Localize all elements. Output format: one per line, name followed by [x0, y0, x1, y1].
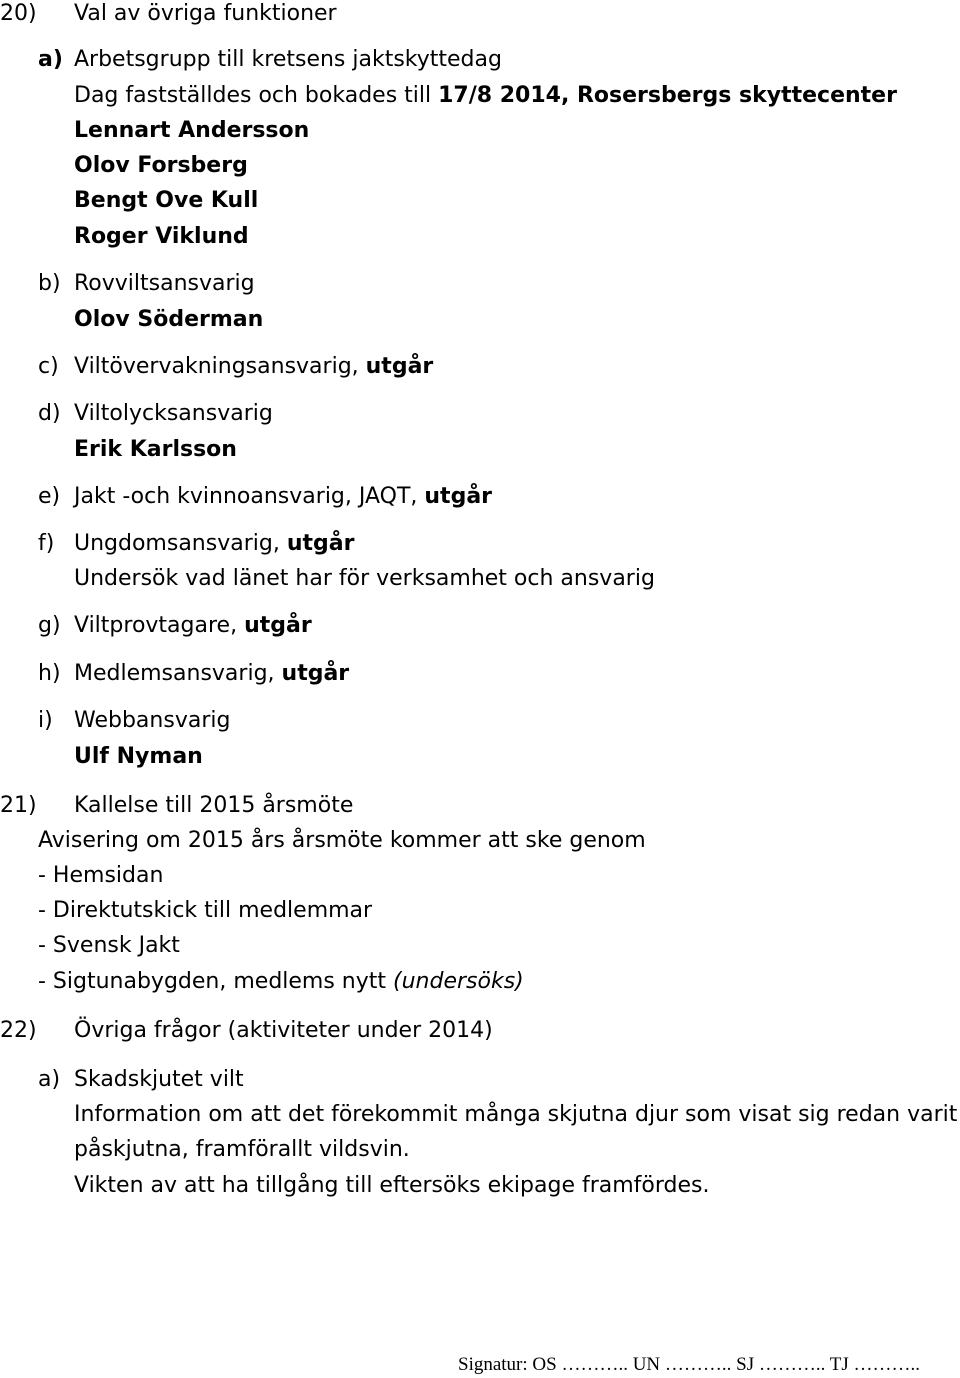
item-c-status: utgår [365, 354, 434, 379]
item-h-status: utgår [281, 661, 350, 686]
section-22-number: 22) [0, 1018, 37, 1043]
item-a-label: a) [38, 47, 63, 72]
item-b-text: Rovviltsansvarig [74, 271, 255, 296]
item-i-name: Ulf Nyman [74, 744, 203, 769]
item-d-name: Erik Karlsson [74, 437, 237, 462]
item-a-name: Bengt Ove Kull [74, 188, 259, 213]
item-f-label: f) [38, 531, 55, 556]
item-a-text: Arbetsgrupp till kretsens jaktskyttedag [74, 47, 502, 72]
item-i-text: Webbansvarig [74, 708, 231, 733]
section-22-item-a-label: a) [38, 1067, 61, 1092]
item-b-name: Olov Söderman [74, 307, 264, 332]
section-21-number: 21) [0, 793, 37, 818]
item-a-name: Olov Forsberg [74, 153, 248, 178]
section-22-item-a-line: påskjutna, framförallt vildsvin. [74, 1137, 410, 1162]
section-21-list-item [38, 969, 524, 995]
section-21-title: Kallelse till 2015 årsmöte [74, 793, 354, 818]
section-20-number: 20) [0, 1, 37, 26]
item-g-text: Viltprovtagare, [74, 613, 245, 638]
section-21-list-item: - Svensk Jakt [38, 933, 180, 958]
section-20-title: Val av övriga funktioner [74, 1, 337, 26]
signature-line: Signatur: OS ……….. UN ……….. SJ ……….. TJ ……….. [458, 1354, 921, 1375]
item-e-text: Jakt -och kvinnoansvarig, JAQT, [74, 484, 425, 509]
section-22-item-a-line: Vikten av att ha tillgång till eftersöks ekipage framfördes. [74, 1173, 710, 1198]
section-22-title: Övriga frågor (aktiviteter under 2014) [74, 1018, 493, 1043]
item-a-date-prefix: Dag fastställdes och bokades till [74, 83, 439, 108]
item-a-name: Roger Viklund [74, 224, 249, 249]
section-21-list-item: - Hemsidan [38, 863, 164, 888]
item-g-status: utgår [244, 613, 312, 638]
item-e-label: e) [38, 484, 61, 509]
item-c-text: Viltövervakningsansvarig, [74, 354, 366, 379]
item-c-line [74, 354, 433, 380]
item-i-label: i) [38, 708, 53, 733]
section-21-last-item-note: (undersöks) [393, 969, 524, 994]
item-f-status: utgår [286, 531, 355, 556]
item-a-date-line [74, 83, 897, 109]
item-a-date-bold: 17/8 2014, Rosersbergs skyttecenter [438, 83, 897, 108]
item-g-label: g) [38, 613, 61, 638]
item-a-name: Lennart Andersson [74, 118, 310, 143]
item-b-label: b) [38, 271, 61, 296]
item-f-note: Undersök vad länet har för verksamhet och ansvarig [74, 566, 655, 591]
item-e-line [74, 484, 492, 510]
section-21-list-item: - Direktutskick till medlemmar [38, 898, 373, 923]
section-21-last-item-text: - Sigtunabygden, medlems nytt [38, 969, 394, 994]
item-e-status: utgår [424, 484, 493, 509]
item-g-line [74, 613, 312, 639]
item-d-text: Viltolycksansvarig [74, 401, 273, 426]
section-21-intro: Avisering om 2015 års årsmöte kommer att ske genom [38, 828, 646, 853]
item-h-label: h) [38, 661, 61, 686]
section-22-item-a-title: Skadskjutet vilt [74, 1067, 244, 1092]
item-f-text: Ungdomsansvarig, [74, 531, 287, 556]
item-h-text: Medlemsansvarig, [74, 661, 282, 686]
item-h-line [74, 661, 349, 687]
item-c-label: c) [38, 354, 59, 379]
item-d-label: d) [38, 401, 61, 426]
section-22-item-a-line: Information om att det förekommit många skjutna djur som visat sig redan varit [74, 1102, 958, 1127]
item-f-line [74, 531, 354, 557]
